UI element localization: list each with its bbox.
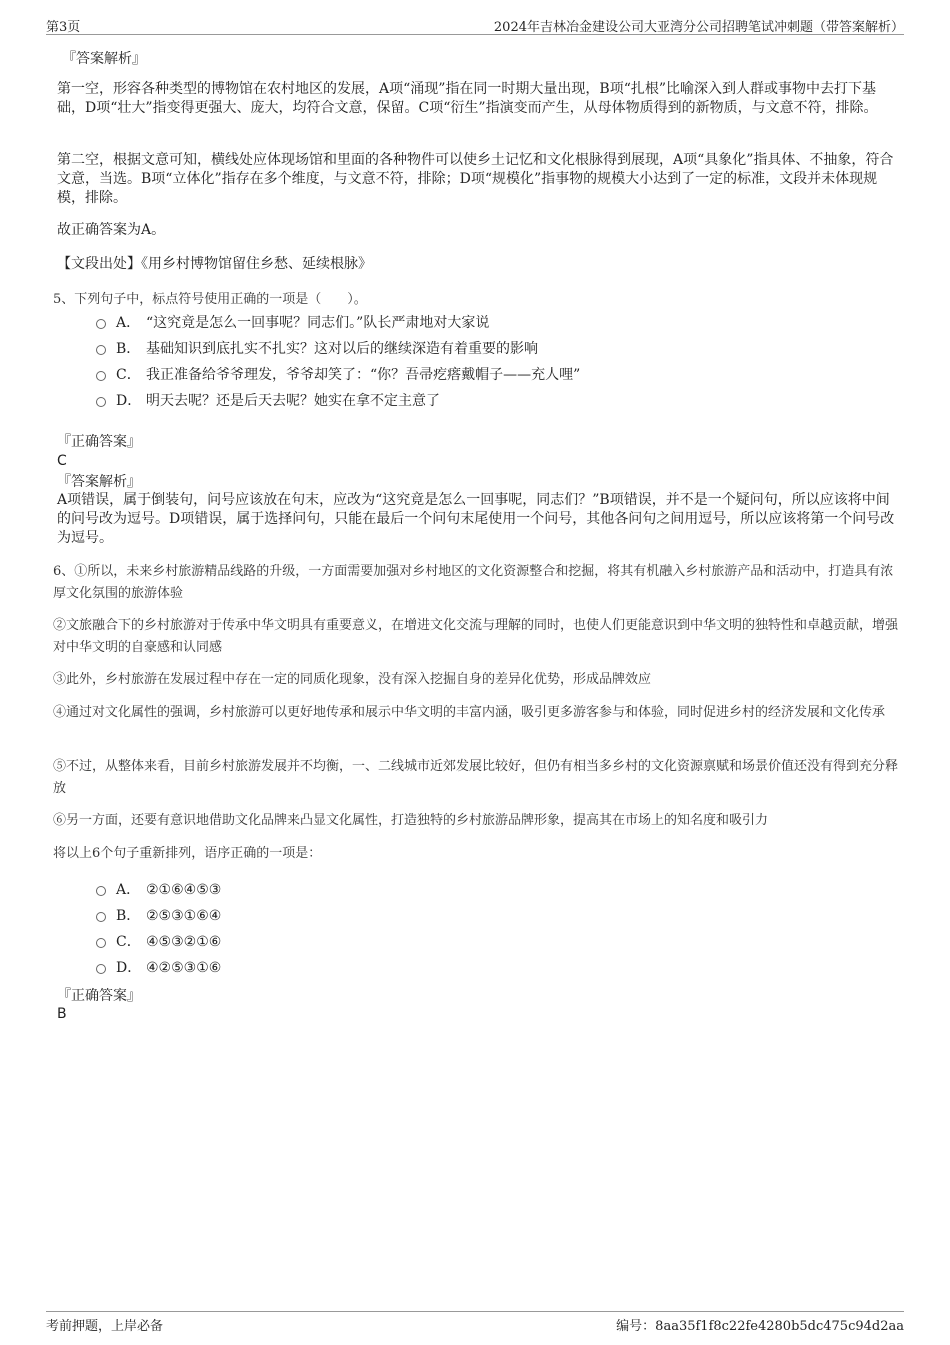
q5-option-c[interactable]: C． 我正准备给爷爷理发，爷爷却笑了：“你？吾帚疙瘩戴帽子——充人哩” <box>96 365 580 385</box>
q5-analysis-label: 『答案解析』 <box>57 474 141 490</box>
q4-source: 【文段出处】《用乡村博物馆留住乡愁、延续根脉》 <box>57 256 372 272</box>
option-text: ②⑤③①⑥④ <box>146 908 222 924</box>
option-text: ④⑤③②①⑥ <box>146 934 222 950</box>
page-number: 第3页 <box>46 20 81 35</box>
q5-analysis: A项错误，属于倒装句，问号应该放在句末，应改为“这究竟是怎么一回事呢，同志们？”B项错误，并不是一个疑问句，所以应该将中间的问号改为逗号。D项错误，属于选择问句，只能在最后一个问句末尾使用一个问号，其他各问句之间用逗号，所以应该将第一个问号改为逗号。 <box>57 492 895 546</box>
option-text: 我正准备给爷爷理发，爷爷却笑了：“你？吾帚疙瘩戴帽子——充人哩” <box>146 367 581 383</box>
q4-conclusion: 故正确答案为A。 <box>57 222 166 238</box>
option-text: ④②⑤③①⑥ <box>146 960 222 976</box>
q6-sentence-6: ⑥另一方面，还要有意识地借助文化品牌来凸显文化属性，打造独特的乡村旅游品牌形象，提高其在市场上的知名度和吸引力 <box>53 813 769 828</box>
q6-stem: 将以上6个句子重新排列，语序正确的一项是： <box>53 846 322 861</box>
q6-option-b[interactable]: B． ②⑤③①⑥④ <box>96 906 221 926</box>
q5-option-a[interactable]: A． “这究竟是怎么一回事呢？同志们。”队长严肃地对大家说 <box>96 313 489 333</box>
q5-answer-label: 『正确答案』 <box>57 434 141 450</box>
q4-analysis-p1: 第一空，形容各种类型的博物馆在农村地区的发展，A项“涌现”指在同一时期大量出现，B项“扎根”比喻深入到人群或事物中去打下基础，D项“壮大”指变得更强大、庞大，均符合文意，保留。C项“衍生”指演变而产生，从母体物质得到的新物质，与文意不符，排除。 <box>57 81 878 116</box>
q4-analysis-p2: 第二空，根据文意可知，横线处应体现场馆和里面的各种物件可以使乡土记忆和文化根脉得到展现，A项“具象化”指具体、不抽象，符合文意，当选。B项“立体化”指存在多个维度，与文意不符，排除；D项“规模化”指事物的规模大小达到了一定的标准，文段并未体现规模，排除。 <box>57 152 894 206</box>
radio-icon[interactable] <box>96 912 106 922</box>
radio-icon[interactable] <box>96 319 106 329</box>
q5-option-d[interactable]: D． 明天去呢？还是后天去呢？她实在拿不定主意了 <box>96 391 440 411</box>
q6-sentence-3: ③此外，乡村旅游在发展过程中存在一定的同质化现象，没有深入挖掘自身的差异化优势，形成品牌效应 <box>53 672 652 687</box>
document-id: 编号：8aa35f1f8c22fe4280b5dc475c94d2aa <box>616 1319 904 1334</box>
q6-answer: B <box>57 1006 67 1022</box>
radio-icon[interactable] <box>96 886 106 896</box>
option-text: 明天去呢？还是后天去呢？她实在拿不定主意了 <box>146 393 440 409</box>
q6-option-c[interactable]: C． ④⑤③②①⑥ <box>96 932 221 952</box>
footer-slogan: 考前押题，上岸必备 <box>46 1319 164 1334</box>
page-footer <box>46 1311 904 1342</box>
q6-option-a[interactable]: A． ②①⑥④⑤③ <box>96 880 221 900</box>
option-text: ②①⑥④⑤③ <box>146 882 222 898</box>
q6-sentence-4: ④通过对文化属性的强调，乡村旅游可以更好地传承和展示中华文明的丰富内涵，吸引更多游客参与和体验，同时促进乡村的经济发展和文化传承 <box>53 705 886 720</box>
q4-analysis-label: 『答案解析』 <box>62 51 146 67</box>
radio-icon[interactable] <box>96 345 106 355</box>
q5-answer: C <box>57 453 67 469</box>
document-title: 2024年吉林冶金建设公司大亚湾分公司招聘笔试冲刺题（带答案解析） <box>493 20 904 35</box>
page-header <box>46 14 904 35</box>
q6-sentence-5: ⑤不过，从整体来看，目前乡村旅游发展并不均衡，一、二线城市近郊发展比较好，但仍有相当多乡村的文化资源禀赋和场景价值还没有得到充分释放 <box>53 759 899 796</box>
q6-sentence-2: ②文旅融合下的乡村旅游对于传承中华文明具有重要意义，在增进文化交流与理解的同时，也使人们更能意识到中华文明的独特性和卓越贡献，增强对中华文明的自豪感和认同感 <box>53 618 899 655</box>
option-text: 基础知识到底扎实不扎实？这对以后的继续深造有着重要的影响 <box>146 341 538 357</box>
radio-icon[interactable] <box>96 397 106 407</box>
radio-icon[interactable] <box>96 938 106 948</box>
q6-sentence-1: 6、①所以，未来乡村旅游精品线路的升级，一方面需要加强对乡村地区的文化资源整合和挖掘，将其有机融入乡村旅游产品和活动中，打造具有浓厚文化氛围的旅游体验 <box>53 564 894 601</box>
option-text: “这究竟是怎么一回事呢？同志们。”队长严肃地对大家说 <box>146 315 490 331</box>
q6-answer-label: 『正确答案』 <box>57 988 141 1004</box>
q5-stem: 5、下列句子中，标点符号使用正确的一项是（ ）。 <box>53 292 367 307</box>
q6-option-d[interactable]: D． ④②⑤③①⑥ <box>96 958 221 978</box>
q5-option-b[interactable]: B． 基础知识到底扎实不扎实？这对以后的继续深造有着重要的影响 <box>96 339 538 359</box>
radio-icon[interactable] <box>96 964 106 974</box>
radio-icon[interactable] <box>96 371 106 381</box>
